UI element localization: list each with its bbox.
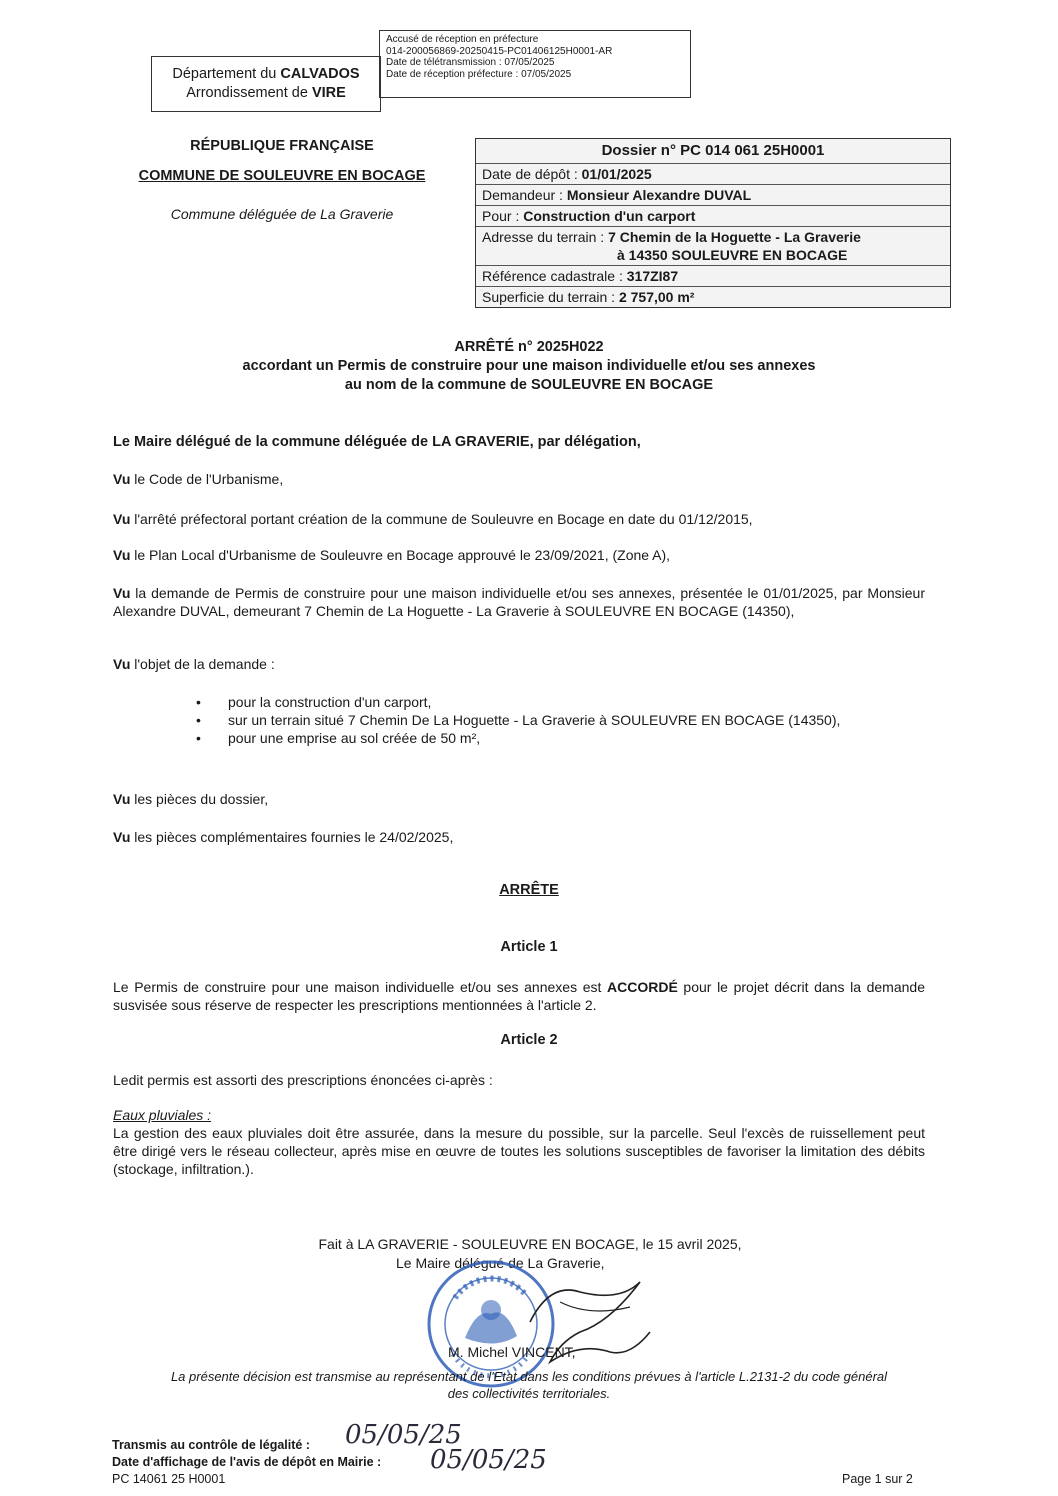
arr-name: VIRE [311, 85, 346, 101]
eaux-pluviales [113, 1106, 925, 1178]
arr-prefix: Arrondissement de [186, 85, 312, 101]
list-item: • sur un terrain situé 7 Chemin De La Hoguette - La Graverie à SOULEUVRE EN BOCAGE (14350), [196, 711, 925, 729]
dossier-row-adresse: Adresse du terrain : 7 Chemin de la Hoguette - La Graverie à 14350 SOULEUVRE EN BOCAGE [476, 226, 950, 265]
transmis-label: Transmis au contrôle de légalité : [112, 1438, 310, 1452]
vu-demande: Vu la demande de Permis de construire pour une maison individuelle et/ou ses annexes, présentée le 01/01/2025, par Monsieur Alexandre DUVAL, demeurant 7 Chemin de La Hoguette - La Graverie à SOULEUVRE EN BOCAGE (14350), [113, 585, 925, 619]
dossier-row-superficie: Superficie du terrain : 2 757,00 m² [476, 286, 950, 307]
dept-prefix: Département du [172, 66, 281, 82]
vu-pieces-complementaires: Vu les pièces complémentaires fournies le 24/02/2025, [113, 829, 454, 845]
dossier-title: Dossier n° PC 014 061 25H0001 [476, 139, 950, 163]
dossier-row-pour: Pour : Construction d'un carport [476, 205, 950, 226]
dossier-table [475, 138, 951, 308]
dept-name: CALVADOS [280, 66, 360, 82]
signature-role: Le Maire délégué de La Graverie, [396, 1255, 605, 1271]
stamp-line: Date de réception préfecture : 07/05/2025 [386, 68, 572, 80]
page-number: Page 1 sur 2 [842, 1472, 913, 1486]
article-2-intro: Ledit permis est assorti des prescriptions énoncées ci-après : [113, 1072, 493, 1088]
vu-objet: Vu l'objet de la demande : [113, 656, 275, 672]
vu-plu: Vu le Plan Local d'Urbanisme de Souleuvre en Bocage approuvé le 23/09/2021, (Zone A), [113, 547, 671, 563]
arrete-number: ARRÊTÉ n° 2025H022 [454, 339, 604, 355]
affichage-date-handwritten: 05/05/25 [430, 1445, 547, 1475]
commune-name: COMMUNE DE SOULEUVRE EN BOCAGE [138, 168, 426, 184]
list-item: • pour une emprise au sol créée de 50 m², [196, 729, 925, 747]
prefecture-receipt-stamp [379, 30, 691, 98]
vu-code: Vu le Code de l'Urbanisme, [113, 471, 284, 487]
stamp-line: 014-200056869-20250415-PC01406125H0001-AR [386, 45, 613, 57]
maire-statement: Le Maire délégué de la commune déléguée de LA GRAVERIE, par délégation, [113, 434, 641, 450]
commune-heading [112, 168, 452, 184]
eaux-pluviales-title: Eaux pluviales : [113, 1107, 212, 1123]
affichage-label: Date d'affichage de l'avis de dépôt en Mairie : [112, 1455, 382, 1469]
transmission-notice: La présente décision est transmise au représentant de l'Etat dans les conditions prévues à l'article L.2131-2 du code général des collectivités territoriales. [170, 1369, 888, 1401]
arrete-subject-2: au nom de la commune de SOULEUVRE EN BOCAGE [344, 377, 714, 393]
arrete-subject: accordant un Permis de construire pour une maison individuelle et/ou ses annexes [242, 358, 816, 374]
signatory-name: M. Michel VINCENT, [448, 1344, 576, 1360]
republic-heading: RÉPUBLIQUE FRANÇAISE [190, 138, 374, 154]
dossier-row-demandeur: Demandeur : Monsieur Alexandre DUVAL [476, 184, 950, 205]
dossier-row-depot: Date de dépôt : 01/01/2025 [476, 163, 950, 184]
delegated-commune: Commune déléguée de La Graverie [170, 206, 394, 222]
department-box [151, 56, 381, 112]
dossier-row-reference: Référence cadastrale : 317ZI87 [476, 265, 950, 286]
arrete-heading: ARRÊTE [499, 882, 559, 898]
article-1-text: Le Permis de construire pour une maison individuelle et/ou ses annexes est ACCORDÉ pour le projet décrit dans la demande susvisée sous réserve de respecter les prescriptions mentionnées à l'article 2. [113, 979, 925, 1013]
article-1-title: Article 1 [500, 939, 558, 955]
eaux-pluviales-text: La gestion des eaux pluviales doit être assurée, dans la mesure du possible, sur la parcelle. Seul l'excès de ruissellement peut être dirigé vers le réseau collecteur, après mise en œuvre de toutes les solutions susceptibles de favoriser la limitation des débits (stockage, infiltration.). [113, 1125, 925, 1177]
vu-arrete-prefectoral: Vu l'arrêté préfectoral portant création de la commune de Souleuvre en Bocage en date du 01/12/2015, [113, 511, 753, 527]
stamp-line: Date de télétransmission : 07/05/2025 [386, 57, 555, 68]
arrete-title [100, 338, 958, 395]
list-item: • pour la construction d'un carport, [196, 693, 925, 711]
signature-place-date: Fait à LA GRAVERIE - SOULEUVRE EN BOCAGE, le 15 avril 2025, [318, 1236, 742, 1252]
footer-reference: PC 14061 25 H0001 [112, 1472, 226, 1486]
objet-list [196, 693, 925, 747]
article-2-title: Article 2 [500, 1032, 558, 1048]
vu-pieces: Vu les pièces du dossier, [113, 791, 269, 807]
stamp-line: Accusé de réception en préfecture [386, 34, 539, 45]
transmis-date-handwritten: 05/05/25 [345, 1420, 462, 1450]
